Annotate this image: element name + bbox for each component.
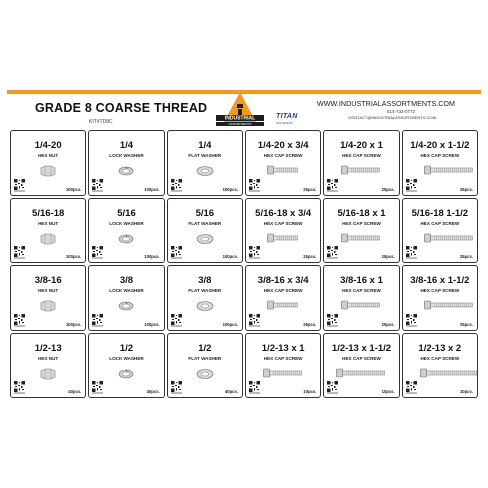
fastener-type: HEX NUT xyxy=(38,288,59,293)
fastener-type: HEX CAP SCREW xyxy=(342,288,381,293)
quantity: 100pcs. xyxy=(144,254,160,259)
qr-code-icon xyxy=(327,246,338,259)
fastener-size: 5/16-18 x 1 xyxy=(337,207,386,219)
fastener-size: 1/4-20 x 3/4 xyxy=(257,140,309,151)
fastener-type: HEX NUT xyxy=(38,220,59,226)
fastener-type: HEX CAP SCREW xyxy=(263,220,303,226)
fastener-type: FLAT WASHER xyxy=(188,153,222,158)
email: CONTACT@INDUSTRIALASSORTMENTS.COM xyxy=(348,115,436,120)
qr-code-icon xyxy=(327,179,338,192)
quantity: 10pcs. xyxy=(303,389,317,394)
assortment-cell xyxy=(10,333,86,399)
quantity: 25pcs. xyxy=(459,254,473,259)
qr-code-icon xyxy=(406,246,417,259)
fastener-size: 1/4 xyxy=(119,140,134,151)
assortment-cell xyxy=(10,130,86,196)
qr-code-icon xyxy=(92,381,103,394)
assortment-cell xyxy=(245,130,321,196)
fastener-type: LOCK WASHER xyxy=(109,288,144,293)
assortment-cell xyxy=(167,333,243,399)
quantity: 100pcs. xyxy=(65,254,82,259)
qr-code-icon xyxy=(171,246,182,259)
assortment-cell xyxy=(323,198,399,264)
assortment-cell xyxy=(88,333,164,399)
fastener-type: FLAT WASHER xyxy=(188,220,222,226)
fastener-type: HEX CAP SCREW xyxy=(420,153,460,158)
fastener-size: 5/16 xyxy=(195,207,215,219)
qr-code-icon xyxy=(249,314,260,327)
titan-sub: FASTENERS xyxy=(276,121,293,125)
fastener-size: 1/2 xyxy=(119,342,134,354)
qr-code-icon xyxy=(327,381,338,394)
qr-code-icon xyxy=(249,381,260,394)
fastener-type: HEX NUT xyxy=(38,153,59,158)
qr-code-icon xyxy=(14,179,25,192)
quantity: 25pcs. xyxy=(381,254,395,259)
qr-code-icon xyxy=(14,381,25,394)
fastener-size: 3/8-16 x 1-1/2 xyxy=(410,275,470,286)
assortment-cell xyxy=(167,130,243,196)
phone: 614-733-0772 xyxy=(386,109,415,114)
assortment-cell xyxy=(88,130,164,196)
quantity: 100pcs. xyxy=(144,321,160,327)
page-title: GRADE 8 COARSE THREAD xyxy=(35,101,208,115)
qr-code-icon xyxy=(171,179,182,192)
fastener-size: 1/4-20 xyxy=(34,140,62,151)
fastener-size: 3/8-16 xyxy=(34,275,62,286)
assortment-cell xyxy=(88,198,164,264)
industrial-assortments-logo xyxy=(211,91,269,129)
fastener-type: FLAT WASHER xyxy=(188,288,222,293)
fastener-type: HEX CAP SCREW xyxy=(263,288,303,293)
qr-code-icon xyxy=(171,381,182,394)
qr-code-icon xyxy=(406,314,417,327)
assortment-cell xyxy=(245,265,321,331)
quantity: 100pcs. xyxy=(222,186,238,192)
quantity: 10pcs. xyxy=(381,389,395,394)
logo-text-industrial: INDUSTRIAL xyxy=(224,115,256,122)
fastener-size: 1/2-13 x 1 xyxy=(261,342,305,354)
qr-code-icon xyxy=(92,179,103,192)
fastener-size: 5/16-18 xyxy=(32,207,65,219)
quantity: 40pcs. xyxy=(224,389,238,394)
fastener-size: 1/2-13 x 2 xyxy=(418,342,462,354)
quantity: 100pcs. xyxy=(65,321,82,327)
fastener-type: LOCK WASHER xyxy=(109,355,144,361)
assortment-cell xyxy=(402,265,478,331)
website: WWW.INDUSTRIALASSORTMENTS.COM xyxy=(316,99,455,108)
fastener-type: LOCK WASHER xyxy=(109,153,144,158)
assortment-cell xyxy=(402,130,478,196)
fastener-size: 1/2-13 x 1-1/2 xyxy=(331,342,392,354)
quantity: 100pcs. xyxy=(222,321,238,327)
fastener-size: 5/16-18 1-1/2 xyxy=(411,207,469,219)
fastener-type: HEX CAP SCREW xyxy=(420,355,460,361)
assortment-cell xyxy=(323,265,399,331)
fastener-size: 5/16 xyxy=(117,207,136,219)
fastener-type: HEX CAP SCREW xyxy=(420,288,460,293)
fastener-size: 3/8 xyxy=(198,275,212,286)
assortment-cell xyxy=(10,265,86,331)
quantity: 25pcs. xyxy=(381,321,395,327)
fastener-size: 1/4-20 x 1 xyxy=(340,140,383,151)
fastener-size: 5/16-18 x 3/4 xyxy=(255,207,312,219)
qr-code-icon xyxy=(327,314,338,327)
quantity: 25pcs. xyxy=(303,254,317,259)
assortment-cell xyxy=(245,198,321,264)
fastener-size: 3/8-16 x 3/4 xyxy=(257,275,309,286)
fastener-size: 1/2-13 xyxy=(34,342,62,354)
assortment-cell xyxy=(402,198,478,264)
assortment-cell xyxy=(10,198,86,264)
fastener-size: 3/8 xyxy=(119,275,134,286)
qr-code-icon xyxy=(92,246,103,259)
fastener-size: 3/8-16 x 1 xyxy=(340,275,383,286)
assortment-grid xyxy=(10,130,478,398)
assortment-cell xyxy=(402,333,478,399)
quantity: 25pcs. xyxy=(459,321,473,327)
quantity: 40pcs. xyxy=(68,389,82,394)
quantity: 25pcs. xyxy=(303,186,317,192)
fastener-size: 1/4-20 x 1-1/2 xyxy=(410,140,470,151)
fastener-size: 1/4 xyxy=(198,140,212,151)
qr-code-icon xyxy=(14,314,25,327)
fastener-type: HEX CAP SCREW xyxy=(263,153,303,158)
fastener-type: HEX CAP SCREW xyxy=(342,153,381,158)
quantity: 10pcs. xyxy=(459,389,473,394)
logo-text-assortments: ASSORTMENTS xyxy=(228,122,252,127)
assortment-cell xyxy=(323,333,399,399)
titan-logo: TITAN xyxy=(276,113,298,120)
assortment-cell xyxy=(88,265,164,331)
kit-code: KIT#TD8C xyxy=(89,119,113,125)
fastener-type: LOCK WASHER xyxy=(109,220,144,226)
qr-code-icon xyxy=(92,314,103,327)
assortment-cell xyxy=(167,198,243,264)
fastener-type: HEX NUT xyxy=(38,355,59,361)
quantity: 100pcs. xyxy=(144,186,160,192)
quantity: 25pcs. xyxy=(459,186,473,192)
quantity: 100pcs. xyxy=(222,254,238,259)
fastener-type: HEX CAP SCREW xyxy=(342,355,381,361)
qr-code-icon xyxy=(249,179,260,192)
quantity: 100pcs. xyxy=(65,186,82,192)
qr-code-icon xyxy=(406,179,417,192)
assortment-label xyxy=(7,86,481,402)
quantity: 25pcs. xyxy=(303,321,317,327)
fastener-type: HEX CAP SCREW xyxy=(263,355,303,361)
qr-code-icon xyxy=(171,314,182,327)
quantity: 40pcs. xyxy=(146,389,160,394)
fastener-type: FLAT WASHER xyxy=(188,355,222,361)
qr-code-icon xyxy=(406,381,417,394)
fastener-type: HEX CAP SCREW xyxy=(342,220,381,226)
fastener-type: HEX CAP SCREW xyxy=(420,220,460,226)
fastener-size: 1/2 xyxy=(198,342,212,354)
assortment-cell xyxy=(167,265,243,331)
qr-code-icon xyxy=(14,246,25,259)
assortment-cell xyxy=(245,333,321,399)
quantity: 25pcs. xyxy=(381,186,395,192)
qr-code-icon xyxy=(249,246,260,259)
assortment-cell xyxy=(323,130,399,196)
